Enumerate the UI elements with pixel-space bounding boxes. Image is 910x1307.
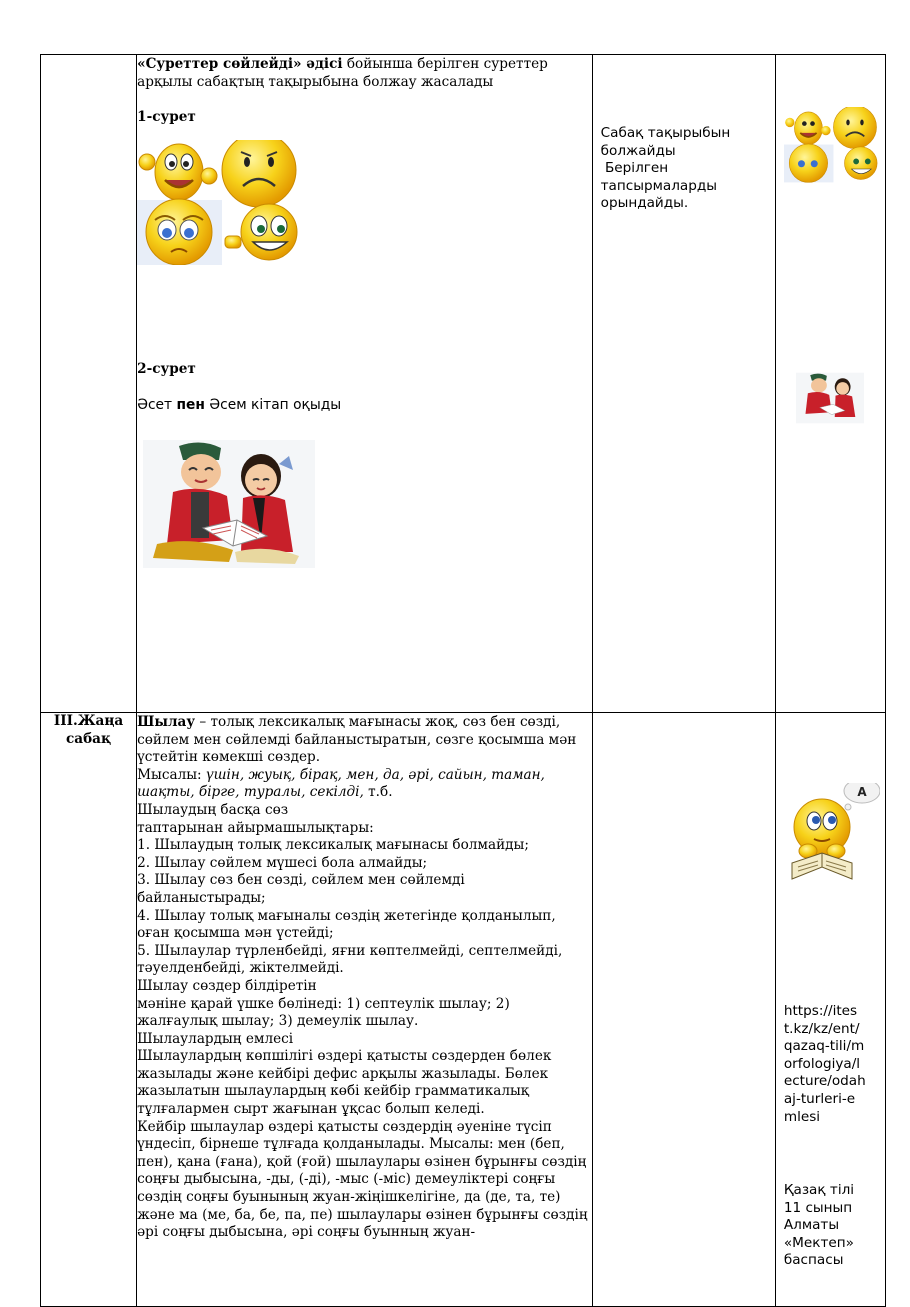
sad-face-icon: [222, 140, 296, 207]
table-row: [41, 713, 886, 1307]
thinking-face-icon: [794, 799, 850, 858]
student-activity-2: Берілген тапсырмаларды орындайды.: [600, 160, 722, 212]
grinning-face-icon: [225, 204, 297, 260]
example-sentence: [137, 397, 592, 415]
text-line: 5. Шылаулар түрленбейді, яғни көптелмейді, септелмейді, тәуелденбейді, жіктелмейді.: [137, 942, 563, 977]
resources-cell: [775, 713, 885, 1307]
text-line: Шылаулардың емлесі: [137, 1030, 294, 1047]
resource-link[interactable]: https://itest.kz/kz/ent/qazaq-tili/morfologiya/lecture/odahaj-turleri-emlesi: [783, 1003, 866, 1125]
thinking-emoji-image: [788, 783, 880, 881]
examples-paragraph: [137, 767, 592, 802]
definition-text: – толық лексикалық мағынасы жоқ, сөз бен сөзді, сөйлем мен сөйлемді байланыстыратын, сөзге қосымша мән үстейтін көмекші сөздер.: [137, 714, 577, 766]
student-activity-cell-empty: [592, 713, 775, 1307]
picture-2-label: 2-сурет: [137, 361, 196, 378]
method-name: «Суреттер сөйлейді» әдісі: [137, 56, 343, 72]
table-row: [41, 55, 886, 713]
examples-suffix: т.б.: [363, 784, 393, 801]
text-line: мәніне қарай үшке бөлінеді: 1) септеулік шылау; 2) жалғаулық шылау; 3) демеулік шылау.: [137, 995, 510, 1030]
text-line: Шылау сөздер білдіретін: [137, 977, 317, 994]
student-activity-1: Сабақ тақырыбын болжайды: [600, 125, 731, 159]
happy-face-icon: [139, 144, 217, 200]
stage-title: ІІІ.Жаңа сабақ: [53, 713, 124, 747]
emoji-faces-thumbnail: [784, 107, 880, 185]
thought-bubble-icon: [844, 783, 880, 810]
lesson-table: [40, 54, 886, 1307]
examples-list: үшін, жуық, бірақ, мен, да, әрі, сайын, таман, шақты, бірге, туралы, секілді,: [137, 766, 545, 801]
children-reading-thumbnail: [796, 367, 864, 429]
picture-1-label: 1-сурет: [137, 108, 196, 125]
worried-face-icon: [137, 199, 222, 265]
method-paragraph: [137, 55, 592, 91]
term: Шылау: [137, 714, 196, 730]
sentence-part: Әсет: [137, 396, 177, 413]
text-line: 2. Шылау сөйлем мүшесі бола алмайды;: [137, 854, 428, 871]
sentence-conjunction: пен: [176, 396, 205, 413]
text-line: 1. Шылаудың толық лексикалық мағынасы болмайды;: [137, 837, 529, 854]
student-activity-cell: [592, 55, 775, 713]
children-reading-image: [143, 440, 592, 568]
content-cell: [137, 55, 593, 713]
open-book-icon: [792, 853, 852, 879]
resource-book: Қазақ тілі 11 сынып Алматы «Мектеп» баспасы: [783, 1182, 855, 1269]
method-description: бойынша берілген суреттер арқылы сабақтың тақырыбына болжау жасалады: [137, 56, 548, 90]
examples-prefix: Мысалы:: [137, 766, 206, 783]
sentence-part: Әсем кітап оқыды: [204, 396, 342, 413]
text-line: Шылаулардың көпшілігі өздері қатысты сөздерден бөлек жазылады және кейбірі дефис арқылы жазылады. Бөлек жазылатын шылаулардың көбі кейбір грамматикалық тұлғалармен сырт жағынан ұқсас болып келеді.: [137, 1048, 552, 1118]
stage-cell-empty: [41, 55, 137, 713]
text-line: Шылаудың басқа сөз: [137, 801, 289, 818]
text-line: Кейбір шылаулар өздері қатысты сөздердің әуеніне түсіп үндесіп, бірнеше тұлғада қолданылады. Мысалы: мен (беп, пен), қана (ғана), қой (ғой) шылаулары өзінен бұрынғы сөздің соңғы дыбысына, -ды, (-ді), -мыс (-міс) демеуліктері соңғы сөздің соңғы буынының жуан-жіңішкелігіне, да (де, та, те) және ма (ме, ба, бе, па, пе) шылаулары өзінен бұрынғы сөздің әрі соңғы дыбысына, әрі соңғы буынның жуан-: [137, 1118, 588, 1241]
text-line: 3. Шылау сөз бен сөзді, сөйлем мен сөйлемді байланыстырады;: [137, 872, 465, 906]
text-line: 4. Шылау толық мағыналы сөздің жетегінде қолданылып, оған қосымша мән үстейді;: [137, 907, 556, 942]
content-cell: [137, 713, 593, 1307]
bubble-letter: A: [857, 785, 867, 799]
definition-paragraph: [137, 713, 592, 767]
text-line: таптарынан айырмашылықтары:: [137, 819, 374, 836]
emoji-faces-image: [137, 140, 592, 265]
resources-cell: [775, 55, 885, 713]
stage-cell: [41, 713, 137, 1307]
